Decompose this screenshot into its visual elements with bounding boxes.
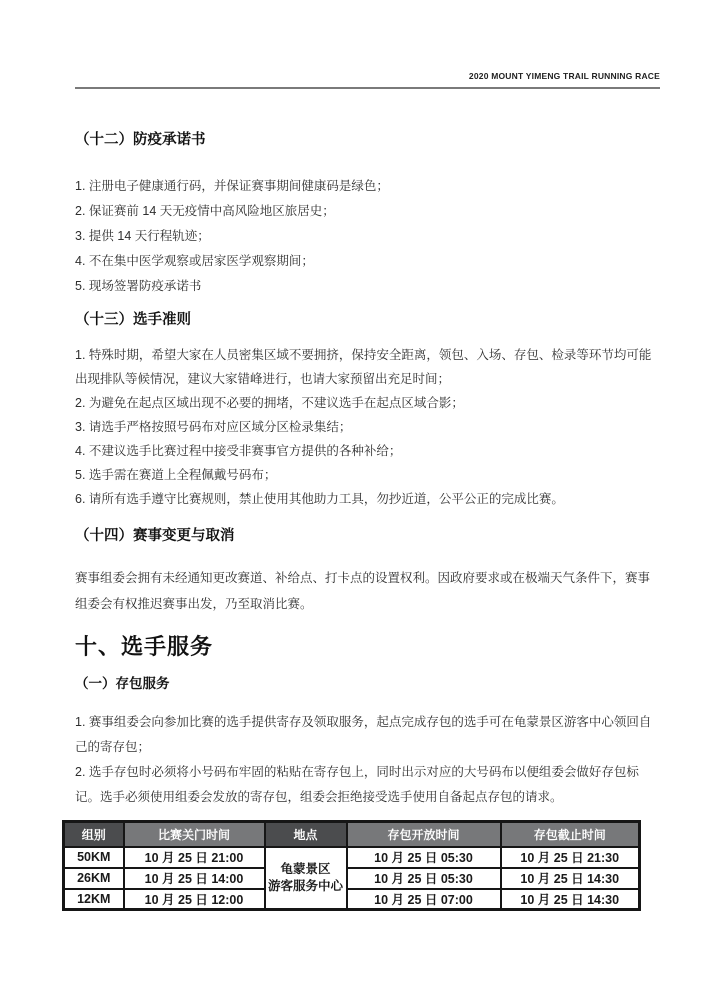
cell-bag-close: 10 月 25 日 14:30	[501, 868, 640, 889]
list-item: 1. 特殊时期，希望大家在人员密集区域不要拥挤，保持安全距离，领包、入场、存包、检录等环节均可能出现排队等候情况，建议大家错峰进行，也请大家预留出充足时间；	[75, 348, 652, 386]
list-item: 4. 不在集中医学观察或居家医学观察期间；	[75, 253, 314, 268]
cell-location	[265, 847, 347, 910]
list-item: 2. 为避免在起点区域出现不必要的拥堵，不建议选手在起点区域合影；	[75, 396, 464, 410]
column-header-location: 地点	[265, 822, 347, 847]
race-title: 2020 MOUNT YIMENG TRAIL RUNNING RACE	[468, 71, 660, 81]
list-item: 2. 保证赛前 14 天无疫情中高风险地区旅居史；	[75, 203, 335, 218]
page-content	[75, 0, 660, 911]
table-row	[64, 889, 640, 910]
bag-storage-table-wrapper	[62, 820, 660, 911]
cell-group: 50KM	[64, 847, 124, 868]
list-item: 5. 现场签署防疫承诺书	[75, 278, 202, 293]
cell-group: 26KM	[64, 868, 124, 889]
cell-bag-open: 10 月 25 日 05:30	[347, 847, 501, 868]
column-header-group: 组别	[64, 822, 124, 847]
document-header	[75, 66, 660, 89]
section-heading-covid-pledge: （十二）防疫承诺书	[75, 132, 206, 148]
location-line: 游客服务中心	[267, 878, 343, 893]
cell-race-cutoff: 10 月 25 日 21:00	[124, 847, 265, 868]
subsection-heading-bag-service: （一）存包服务	[75, 675, 170, 691]
list-item: 3. 提供 14 天行程轨迹；	[75, 228, 210, 243]
bag-service-paragraphs	[75, 710, 660, 810]
list-item: 6. 请所有选手遵守比赛规则，禁止使用其他助力工具，勿抄近道，公平公正的完成比赛。	[75, 492, 564, 506]
list-item: 1. 注册电子健康通行码，并保证赛事期间健康码是绿色；	[75, 178, 389, 193]
paragraph: 2. 选手存包时必须将小号码布牢固的粘贴在寄存包上，同时出示对应的大号码布以便组委会做好存包标记。选手必须使用组委会发放的寄存包，组委会拒绝接受选手使用自备起点存包的请求。	[75, 765, 639, 805]
section-heading-race-changes: （十四）赛事变更与取消	[75, 528, 235, 544]
location-line: 龟蒙景区	[280, 861, 331, 876]
covid-pledge-list	[75, 174, 660, 299]
paragraph: 1. 赛事组委会向参加比赛的选手提供寄存及领取服务，起点完成存包的选手可在龟蒙景区游客中心领回自己的寄存包；	[75, 715, 652, 755]
athlete-rules-list	[75, 343, 660, 511]
list-item: 4. 不建议选手比赛过程中接受非赛事官方提供的各种补给；	[75, 444, 402, 458]
cell-race-cutoff: 10 月 25 日 14:00	[124, 868, 265, 889]
section-heading-athlete-rules: （十三）选手准则	[75, 311, 191, 328]
cell-race-cutoff: 10 月 25 日 12:00	[124, 889, 265, 910]
cell-bag-open: 10 月 25 日 07:00	[347, 889, 501, 910]
list-item: 5. 选手需在赛道上全程佩戴号码布；	[75, 468, 277, 482]
column-header-bag-open: 存包开放时间	[347, 822, 501, 847]
bag-storage-table	[62, 820, 641, 911]
table-row	[64, 847, 640, 868]
column-header-race-cutoff: 比赛关门时间	[124, 822, 265, 847]
chapter-title-athlete-services: 十、选手服务	[75, 633, 214, 659]
column-header-bag-close: 存包截止时间	[501, 822, 640, 847]
cell-bag-close: 10 月 25 日 14:30	[501, 889, 640, 910]
cell-group: 12KM	[64, 889, 124, 910]
cell-bag-open: 10 月 25 日 05:30	[347, 868, 501, 889]
cell-bag-close: 10 月 25 日 21:30	[501, 847, 640, 868]
table-row	[64, 868, 640, 889]
list-item: 3. 请选手严格按照号码布对应区域分区检录集结；	[75, 420, 352, 434]
table-header-row	[64, 822, 640, 847]
race-changes-paragraph: 赛事组委会拥有未经通知更改赛道、补给点、打卡点的设置权利。因政府要求或在极端天气条件下，赛事组委会有权推迟赛事出发，乃至取消比赛。	[75, 570, 651, 611]
